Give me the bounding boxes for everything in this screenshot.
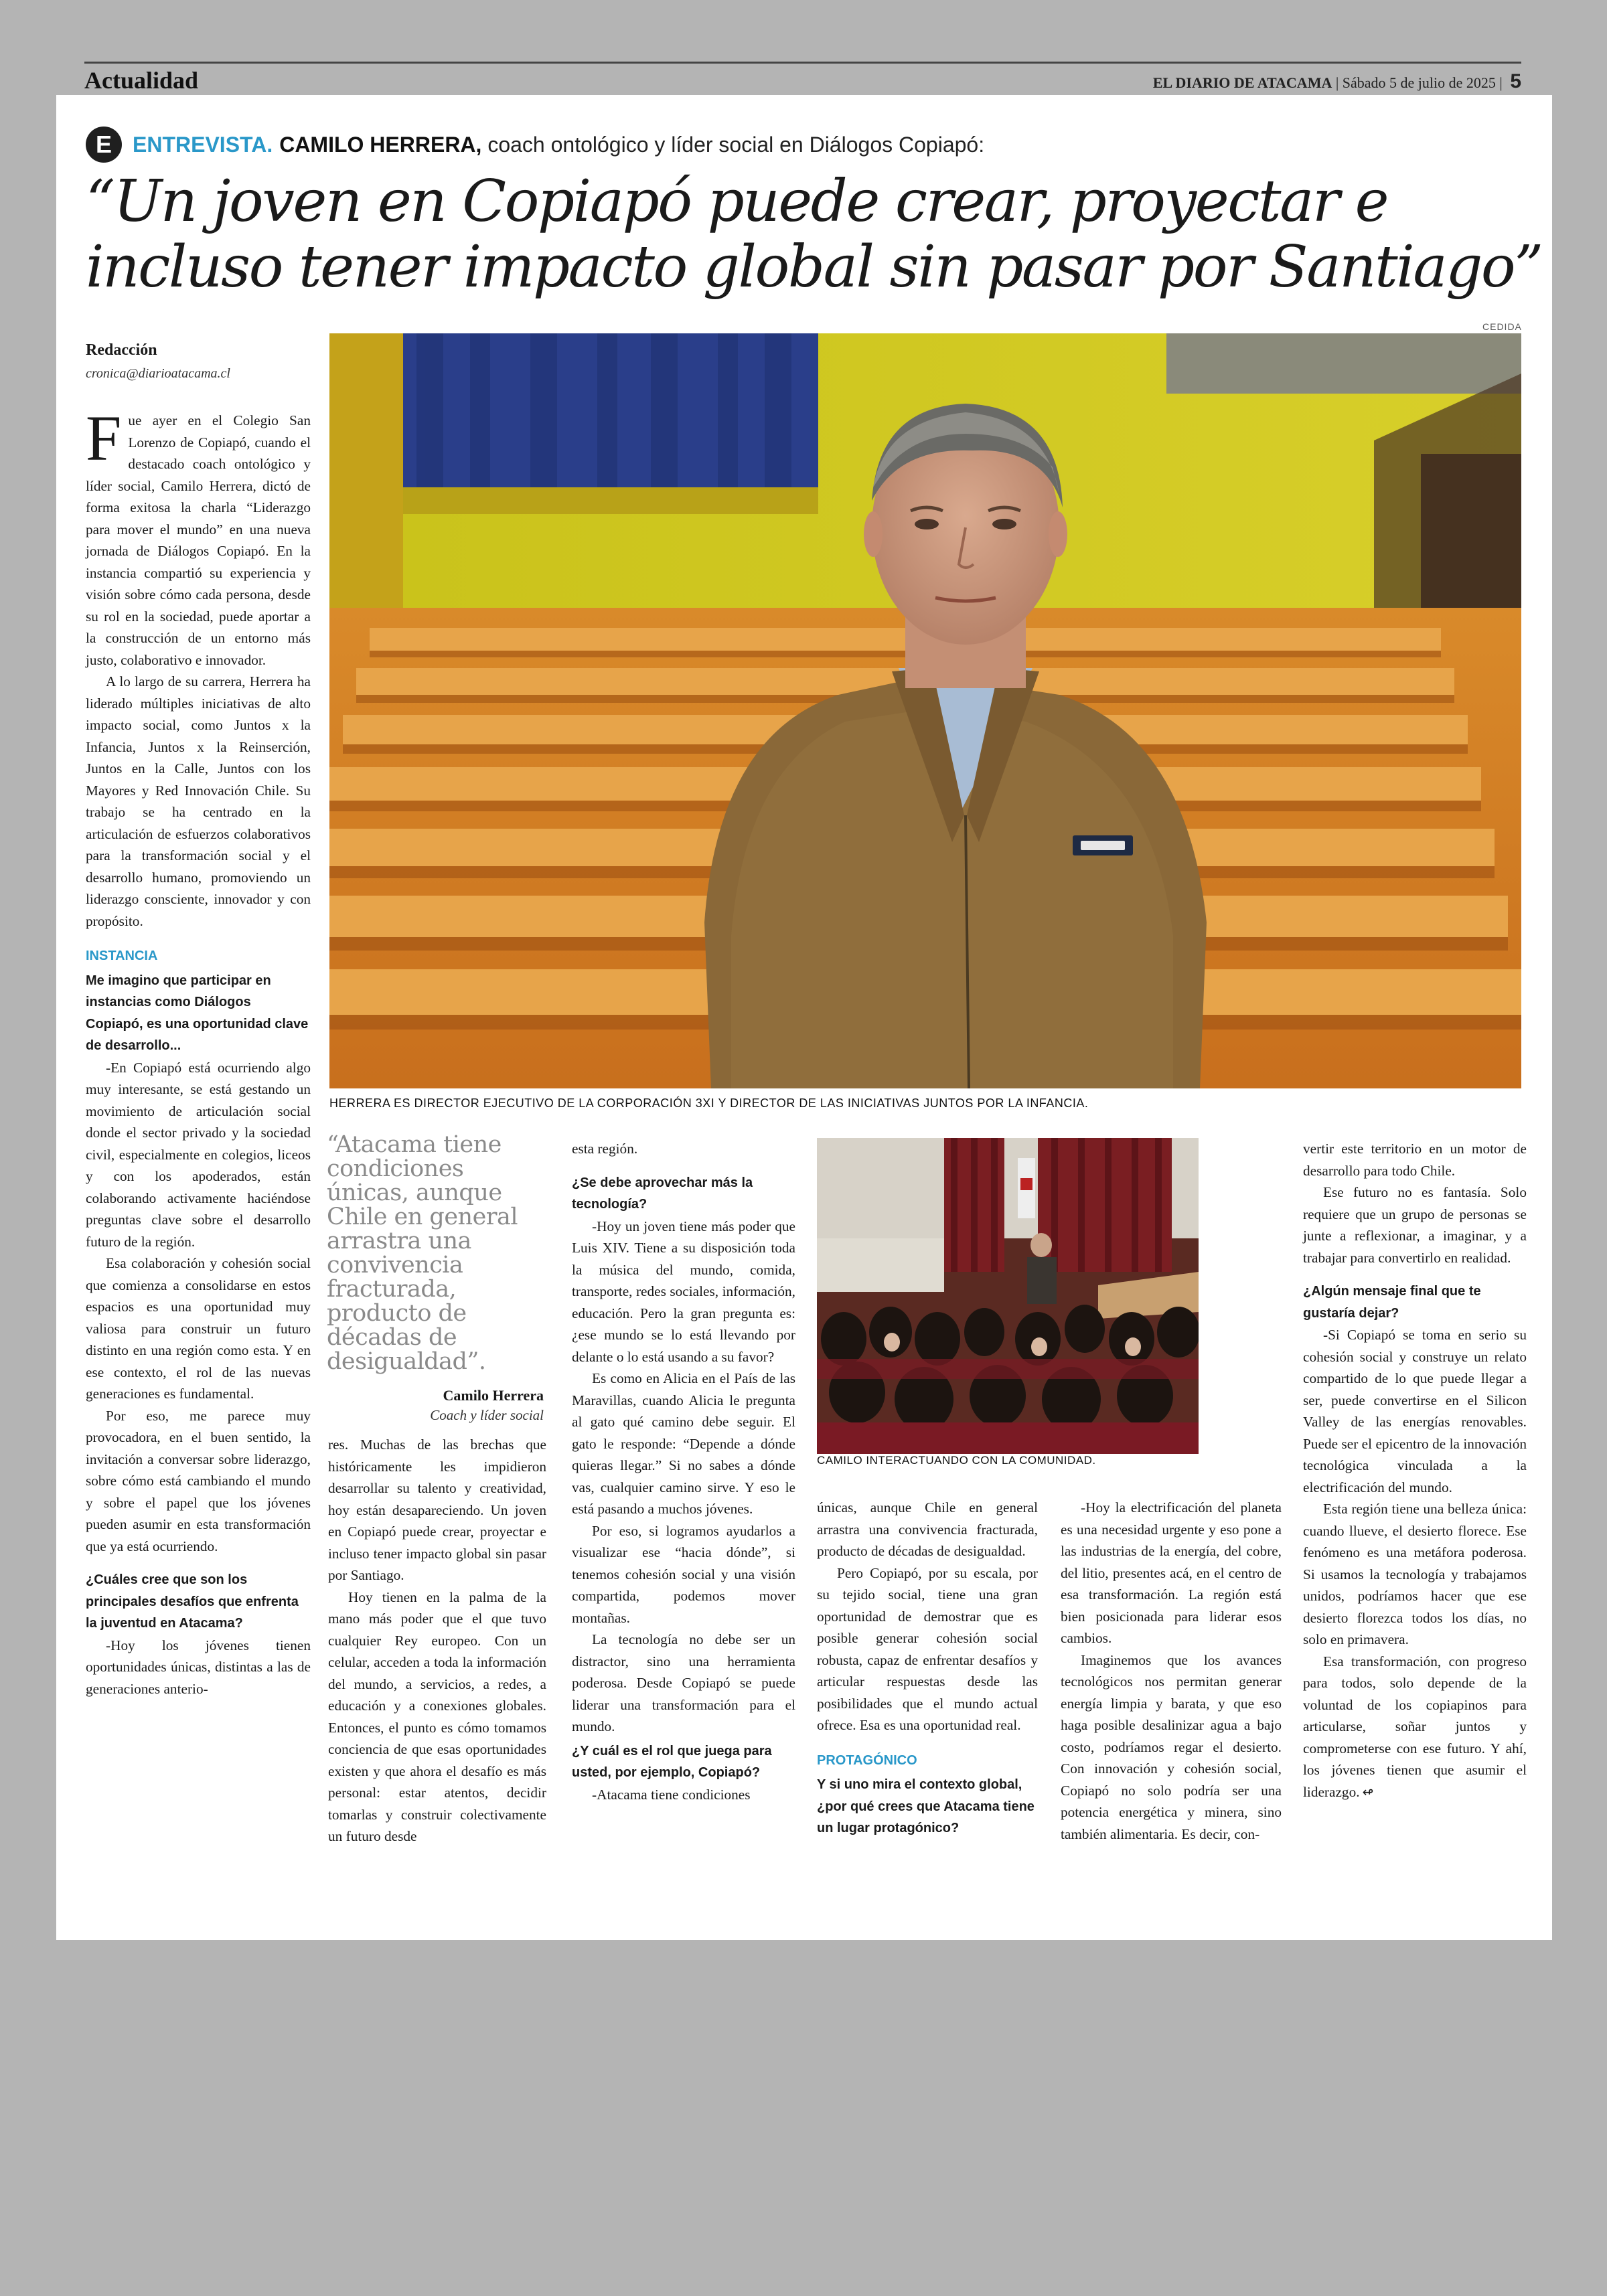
pull-quote-name: Camilo Herrera — [443, 1387, 544, 1404]
audience-photo — [817, 1138, 1199, 1454]
main-photo — [329, 333, 1521, 1088]
byline-author: Redacción — [86, 341, 157, 359]
article-column-4 — [817, 1497, 1038, 1839]
page-header — [84, 62, 1521, 97]
paragraph: A lo largo de su carrera, Herrera ha liderado múltiples iniciativas de alto impacto social, como Juntos x la Infancia, Juntos x la Reinserción, Juntos en la Calle, Juntos con los Mayores y Red Innovación Chile. Su trabajo se ha centrado en la articulación de esfuerzos colaborativos para la transformación social y el desarrollo humano, promoviendo un liderazgo consciente, innovador y con propósito. — [86, 673, 311, 929]
question: Me imagino que participar en instancias como Diálogos Copiapó, es una oportunidad clave de desarrollo... — [86, 973, 309, 1053]
question: ¿Y cuál es el rol que juega para usted, por ejemplo, Copiapó? — [572, 1743, 772, 1780]
section-title: Actualidad — [84, 67, 199, 94]
paragraph: esta región. — [572, 1141, 638, 1157]
paragraph: Ese futuro no es fantasía. Solo requiere que un grupo de personas se junte a reflexionar, a imaginar, y a trabajar para convertirlo en realidad. — [1303, 1184, 1527, 1266]
paragraph: Por eso, me parece muy provocadora, en el buen sentido, la invitación a conversar sobre liderazgo, sobre cómo está cambiando el mundo y sobre el papel que los jóvenes pueden asumir en esta transformación que ya está ocurriendo. — [86, 1407, 311, 1554]
article-column-1 — [86, 402, 311, 1700]
section-badge-icon: E — [86, 127, 122, 163]
pull-quote-role: Coach y líder social — [430, 1407, 544, 1423]
pull-quote — [327, 1133, 544, 1424]
paragraph: Esa colaboración y cohesión social que comienza a consolidarse en estos espacios es una oportunidad muy valiosa para construir un futuro distinto en una región como esta. Y en ese contexto, el rol de las nuevas generaciones es fundamental. — [86, 1255, 311, 1402]
newspaper-name: EL DIARIO DE ATACAMA — [1152, 74, 1332, 91]
photo-caption: CAMILO INTERACTUANDO CON LA COMUNIDAD. — [817, 1454, 1096, 1467]
paragraph: Imaginemos que los avances tecnológicos nos permitan generar energía limpia y barata, y que eso haga posible desalinizar agua a bajo costo, podríamos regar el desierto. Con innovación y cohesión social, Copiapó no solo podría ser una potencia energética y minera, sino también alimentaria. Es decir, con- — [1061, 1651, 1282, 1842]
interviewee-role: coach ontológico y líder social en Diálogos Copiapó: — [487, 132, 985, 157]
paragraph: Es como en Alicia en el País de las Maravillas, cuando Alicia le pregunta al gato qué camino debe seguir. El gato le responde: “Depende a dónde quieras llegar.” Si no sabes a dónde vas, cualquier camino sirve. Y eso le está pasando a muchos jóvenes. — [572, 1370, 795, 1517]
section-label: PROTAGÓNICO — [817, 1752, 917, 1768]
community-photo — [817, 1138, 1199, 1454]
photo-credit: CEDIDA — [1482, 321, 1522, 332]
drop-cap: F — [86, 402, 122, 474]
paragraph: res. Muchas de las brechas que históricamente les impidieron desarrollar su talento y creatividad, hoy están desapareciendo. Un joven en Copiapó puede crear, proyectar e incluso tener impacto global sin pasar por Santiago. — [328, 1437, 546, 1583]
paragraph: Hoy tienen en la palma de la mano más poder que el que tuvo cualquier Rey europeo. Con un celular, acceden a toda la información del mundo, a servicios, a redes, a educación y a conexiones globales. Entonces, el punto es cómo tomamos conciencia de que esas oportunidades existen y que ahora el desafío es más personal: estar atentos, decidir tomarlas y construir colectivamente un futuro desde — [328, 1588, 546, 1844]
question: ¿Cuáles cree que son los principales desafíos que enfrenta la juventud en Atacama? — [86, 1572, 299, 1631]
kicker-label: ENTREVISTA. — [133, 132, 273, 157]
paragraph: Esa transformación, con progreso para todos, solo depende de la voluntad de los copiapinos para articularse, soñar juntos y comprometerse con ese futuro. Y ahí, los jóvenes tienen que asumir el liderazgo. — [1303, 1653, 1527, 1800]
paragraph: -Si Copiapó se toma en serio su cohesión social y construye un relato compartido de lo que puede llegar a ser, puede convertirse en el Silicon Valley de las energías renovables. Puede ser el epicentro de la innovación tecnológica vinculada a la electrificación del mundo. — [1303, 1327, 1527, 1495]
question: ¿Se debe aprovechar más la tecnología? — [572, 1175, 753, 1212]
paragraph: -Atacama tiene condiciones — [592, 1786, 751, 1803]
article-column-2 — [328, 1434, 546, 1848]
paragraph: ue ayer en el Colegio San Lorenzo de Copiapó, cuando el destacado coach ontológico y líder social, Camilo Herrera, dictó de forma exitosa la charla “Liderazgo para mover el mundo” en una nueva jornada de Diálogos Copiapó. En la instancia compartió su experiencia y visión sobre cómo cada persona, desde su rol en la sociedad, puede aportar a la construcción de un entorno más justo, colaborativo e innovador. — [86, 412, 311, 668]
end-mark-icon: ↫ — [1362, 1785, 1374, 1800]
question: ¿Algún mensaje final que te gustaría dejar? — [1303, 1284, 1481, 1321]
paragraph: -En Copiapó está ocurriendo algo muy interesante, se está gestando un movimiento de articulación social donde el sector privado y la sociedad civil, especialmente en colegios, liceos y con los apoderados, están colaborando activamente haciéndose preguntas clave sobre el desarrollo futuro de la región. — [86, 1059, 311, 1250]
paragraph: -Hoy los jóvenes tienen oportunidades únicas, distintas a las de generaciones anterio- — [86, 1637, 311, 1697]
section-label: INSTANCIA — [86, 949, 158, 963]
newspaper-page — [56, 95, 1552, 1940]
paragraph: Pero Copiapó, por su escala, por su tejido social, tiene una gran oportunidad de demostrar que es posible generar cohesión social robusta, capaz de enfrentar desafíos y articular respuestas desde las posibilidades que el mundo actual ofrece. Esa es una oportunidad real. — [817, 1564, 1038, 1733]
article-column-6 — [1303, 1138, 1527, 1803]
interviewee-name: CAMILO HERRERA, — [279, 132, 482, 157]
paragraph: -Hoy un joven tiene más poder que Luis XIV. Tiene a su disposición toda la música del mundo, comida, transporte, redes sociales, información, educación. Pero la gran pregunta es: ¿ese mundo se lo está llevando por delante o lo está usando a su favor? — [572, 1218, 795, 1365]
question: Y si uno mira el contexto global, ¿por qué crees que Atacama tiene un lugar protagónico? — [817, 1777, 1035, 1835]
headline: “Un joven en Copiapó puede crear, proyectar e incluso tener impacto global sin pasar por Santiago” — [86, 168, 1542, 301]
byline — [86, 341, 354, 382]
portrait-photo — [329, 333, 1521, 1088]
paragraph: únicas, aunque Chile en general arrastra una convivencia fracturada, producto de décadas de desigualdad. — [817, 1499, 1038, 1559]
paragraph: Esta región tiene una belleza única: cuando llueve, el desierto florece. Ese fenómeno es una metáfora poderosa. Si usamos la tecnología y trabajamos unidos, podríamos hacer que ese desierto florezca todos los días, no solo en primavera. — [1303, 1501, 1527, 1647]
kicker — [86, 125, 984, 165]
issue-date: Sábado 5 de julio de 2025 — [1342, 74, 1496, 91]
page-number: 5 — [1510, 70, 1521, 92]
folio: EL DIARIO DE ATACAMA | Sábado 5 de julio de 2025 | 5 — [1152, 70, 1521, 92]
paragraph: Por eso, si logramos ayudarlos a visualizar ese “hacia dónde”, si tenemos cohesión social y una visión compartida, podemos mover montañas. — [572, 1522, 795, 1626]
paragraph: vertir este territorio en un motor de desarrollo para todo Chile. — [1303, 1141, 1527, 1179]
article-column-3 — [572, 1138, 795, 1805]
paragraph: La tecnología no debe ser un distractor, sino una herramienta poderosa. Desde Copiapó se puede liderar una transformación para el mundo. — [572, 1631, 795, 1734]
paragraph: -Hoy la electrificación del planeta es una necesidad urgente y eso pone a las industrias de la energía, del cobre, del litio, presentes acá, en el centro de esa transformación. La región está bien posicionada para liderar esos cambios. — [1061, 1499, 1282, 1646]
photo-caption: HERRERA ES DIRECTOR EJECUTIVO DE LA CORPORACIÓN 3XI Y DIRECTOR DE LAS INICIATIVAS JUNTOS POR LA INFANCIA. — [329, 1096, 1089, 1110]
byline-email: cronica@diarioatacama.cl — [86, 366, 230, 381]
pull-quote-text: “Atacama tiene condiciones únicas, aunque Chile en general arrastra una convivencia fracturada, producto de décadas de desigualdad”. — [327, 1131, 518, 1375]
article-column-5 — [1061, 1497, 1282, 1845]
